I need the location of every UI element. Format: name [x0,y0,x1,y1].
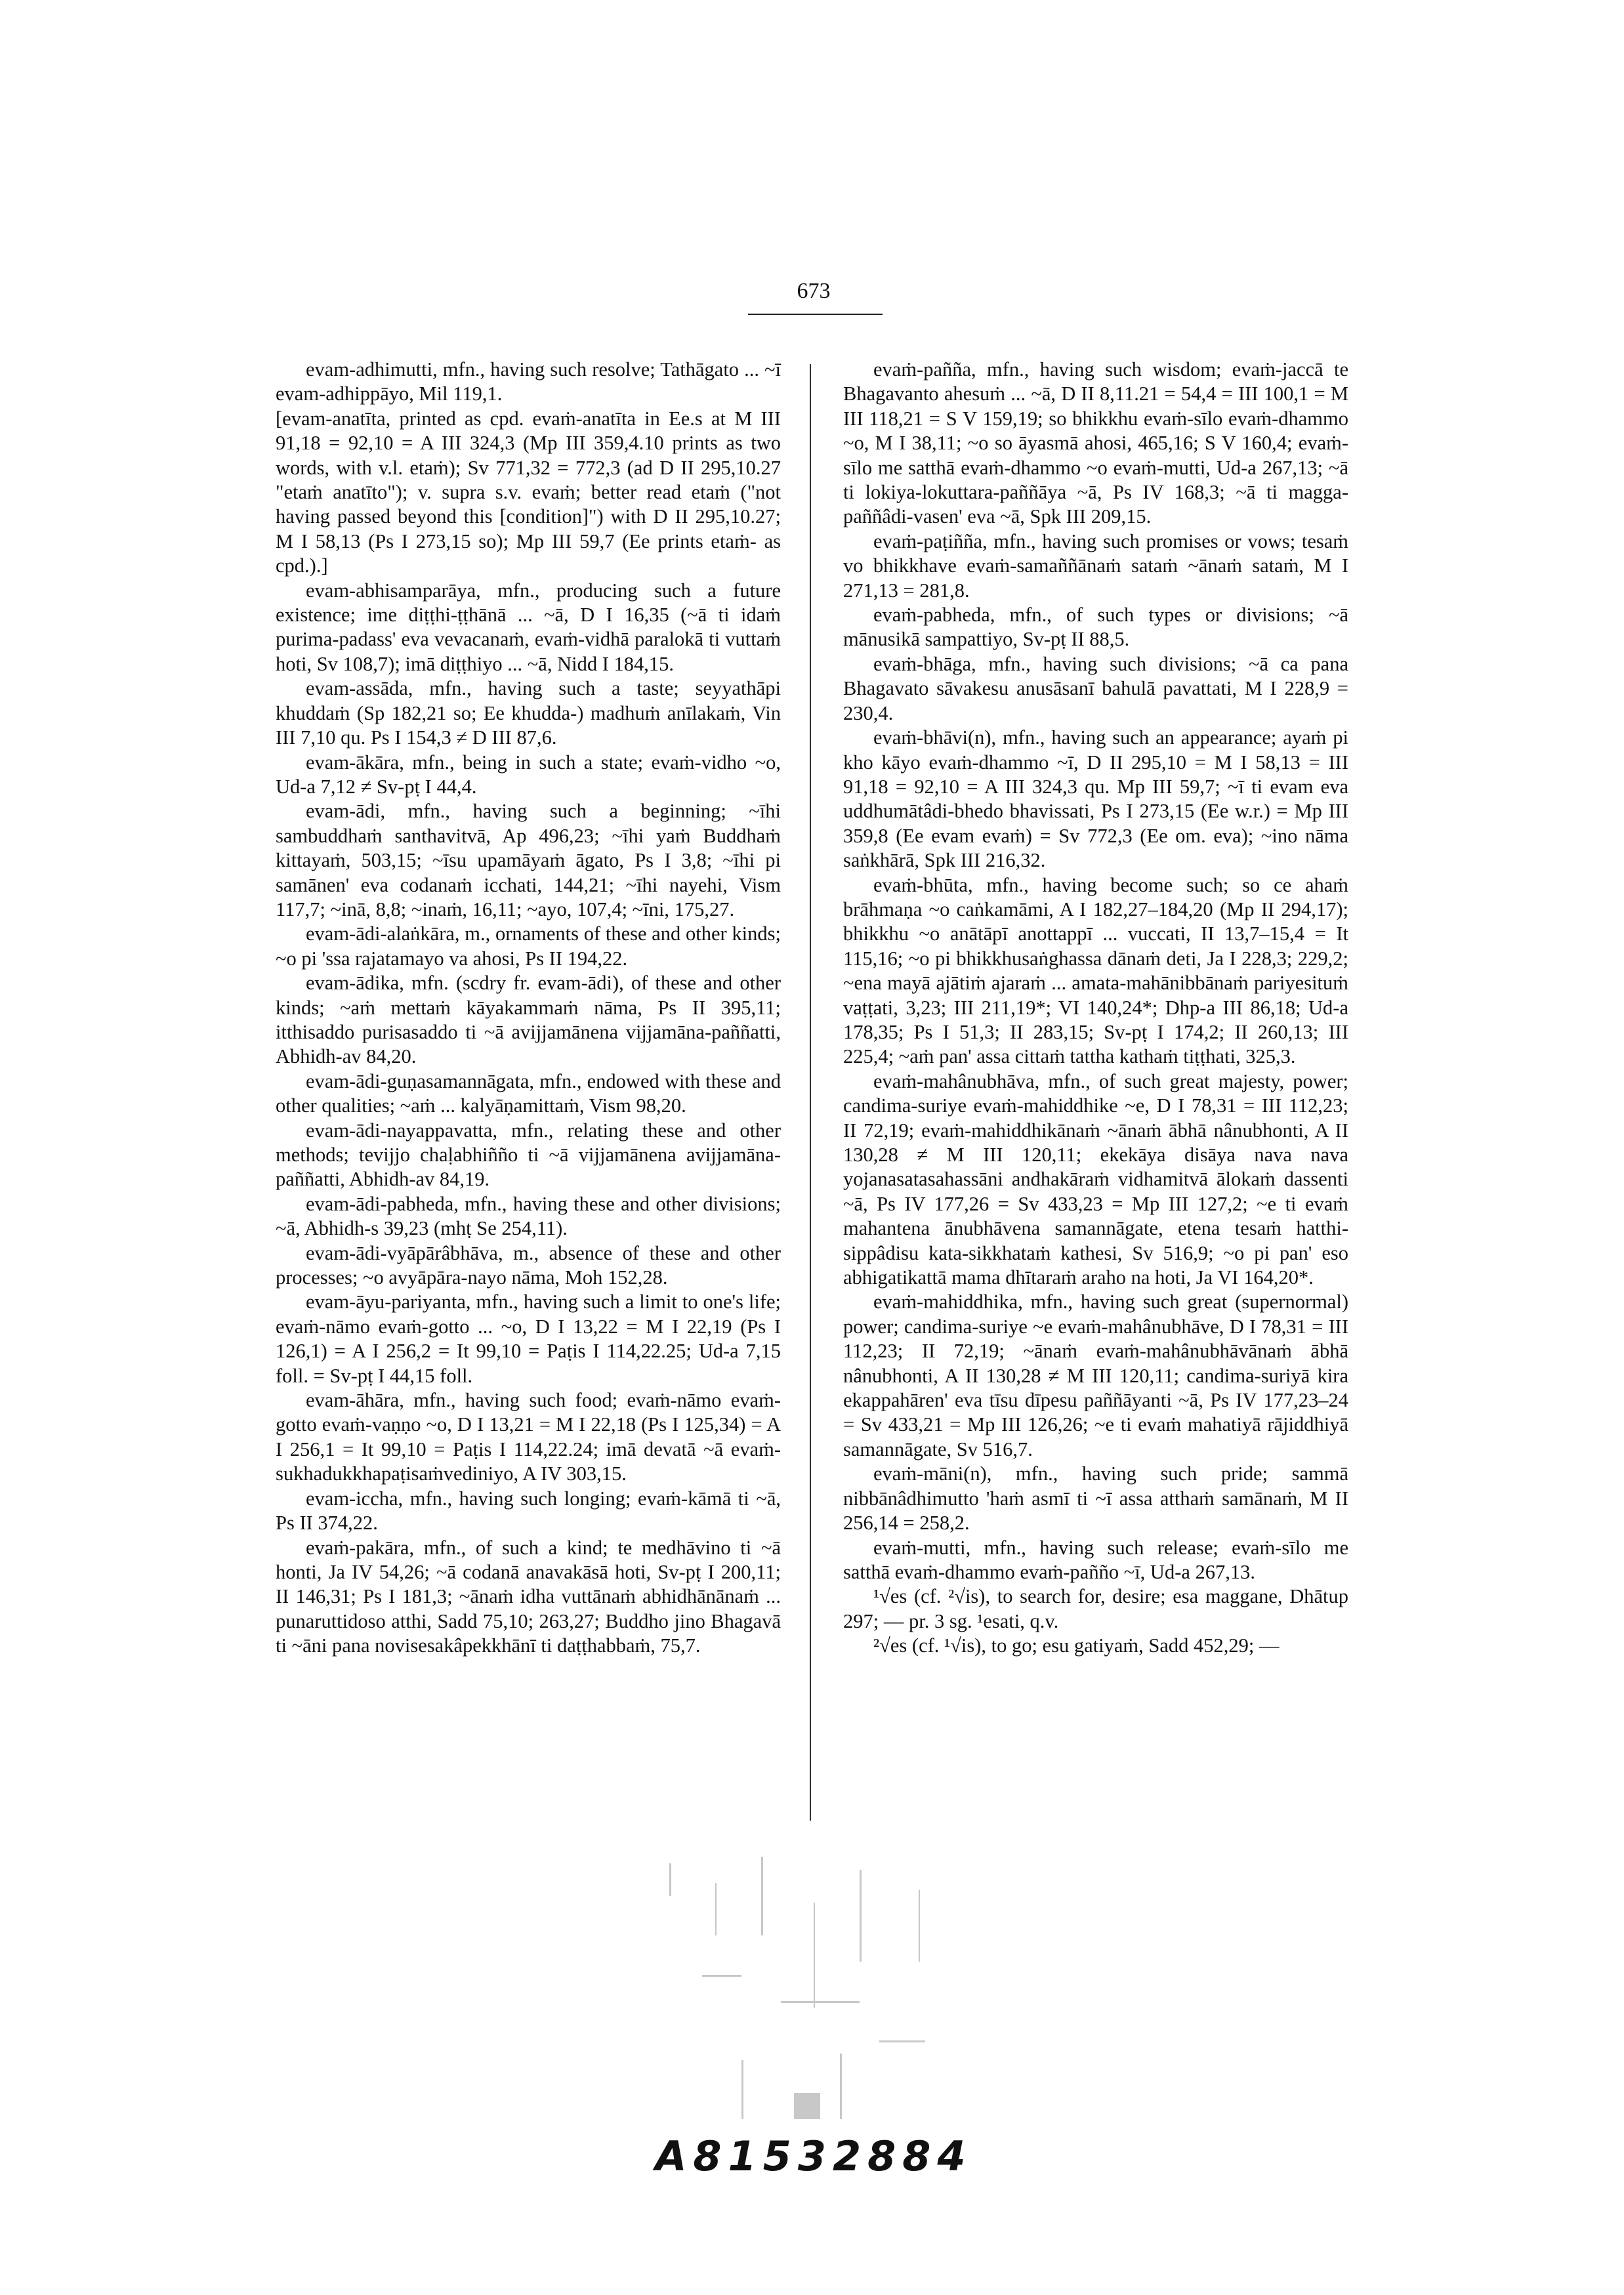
dictionary-entry: evam-iccha, mfn., having such longing; evaṁ-kāmā ti ~ā, Ps II 374,22. [276,1487,781,1535]
dictionary-entry: evam-ādi-alaṅkāra, m., ornaments of these and other kinds; ~o pi 'ssa rajatamayo va ahosi, Ps II 194,22. [276,922,781,970]
dictionary-entry: evam-ākāra, mfn., being in such a state; evaṁ-vidho ~o, Ud-a 7,12 ≠ Sv-pṭ I 44,4. [276,751,781,798]
dictionary-entry: evam-ādika, mfn. (scdry fr. evam-ādi), of these and other kinds; ~aṁ mettaṁ kāyakammaṁ nāma, Ps II 395,11; itthisaddo purisasaddo ti ~ā avijjamānena vijjamāna-paññatti, Abhidh-av 84,20. [276,972,781,1068]
dictionary-entry: evam-ādi-nayappavatta, mfn., relating these and other methods; tevijjo chaḷabhiñño ti ~ā vijjamānena avijjamāna-paññatti, Abhidh-av 84,19. [276,1119,781,1191]
dictionary-entry: evam-āhāra, mfn., having such food; evaṁ-nāmo evaṁ-gotto evaṁ-vaṇṇo ~o, D I 13,21 = M I 22,18 (Ps I 125,34) = A I 256,1 = It 99,10 = Paṭis I 114,22.24; imā devatā ~ā evaṁ-sukhadukkhapaṭisaṁvediniyo, A IV 303,15. [276,1389,781,1485]
dictionary-entry: evaṁ-bhāga, mfn., having such divisions; ~ā ca pana Bhagavato sāvakesu anusāsanī bahulā pavattati, M I 228,9 = 230,4. [843,652,1348,724]
dictionary-entry: evam-ādi, mfn., having such a beginning; ~īhi sambuddhaṁ santhavitvā, Ap 496,23; ~īhi yaṁ Buddhaṁ kittayaṁ, 503,15; ~īsu upamāyaṁ āgato, Ps I 3,8; ~īhi pi samānen' eva codanaṁ icchati, 144,21; ~īhi nayehi, Vism 117,7; ~inā, 8,8; ~inaṁ, 16,11; ~ayo, 107,4; ~īni, 175,27. [276,800,781,920]
dictionary-entry: evaṁ-pakāra, mfn., of such a kind; te medhāvino ti ~ā honti, Ja IV 54,26; ~ā codanā anavakāsā hoti, Sv-pṭ I 200,11; II 146,31; Ps I 181,3; ~ānaṁ idha vuttānaṁ abhidhānānaṁ ... punaruttidoso atthi, Sadd 75,10; 263,27; Buddho jino Bhagavā ti ~āni pana novisesakâpekkhānī ti daṭṭhabbaṁ, 75,7. [276,1536,781,1657]
page-number: 673 [797,279,831,303]
right-column [843,358,1348,1659]
dictionary-entry: evam-assāda, mfn., having such a taste; seyyathāpi khuddaṁ (Sp 182,21 so; Ee khudda-) madhuṁ anīlakaṁ, Vin III 7,10 qu. Ps I 154,3 ≠ D III 87,6. [276,677,781,749]
column-divider [810,364,811,1821]
dictionary-entry: evaṁ-pabheda, mfn., of such types or divisions; ~ā mānusikā sampattiyo, Sv-pṭ II 88,5. [843,604,1348,651]
dictionary-entry: evaṁ-pañña, mfn., having such wisdom; evaṁ-jaccā te Bhagavanto ahesuṁ ... ~ā, D II 8,11.21 = 54,4 = III 100,1 = M III 118,21 = S V 159,19; so bhikkhu evaṁ-sīlo evaṁ-dhammo ~o, M I 38,11; ~o so āyasmā ahosi, 465,16; S V 160,4; evaṁ-sīlo me satthā evaṁ-dhammo ~o evaṁ-mutti, Ud-a 267,13; ~ā ti lokiya-lokuttara-paññāya ~ā, Ps IV 168,3; ~ā ti magga-paññâdi-vasen' eva ~ā, Spk III 209,15. [843,358,1348,528]
dictionary-entry: evaṁ-bhūta, mfn., having become such; so ce ahaṁ brāhmaṇa ~o caṅkamāmi, A I 182,27–184,20 (Mp II 294,17); bhikkhu ~o anātāpī anottappī ... vuccati, II 13,7–15,4 = It 115,16; ~o pi bhikkhusaṅghassa dānaṁ deti, Ja I 228,3; 229,2; ~ena mayā ajātiṁ ajaraṁ ... amata-mahānibbānaṁ pariyesituṁ vaṭṭati, 3,23; III 211,19*; VI 140,24*; Dhp-a III 86,18; Ud-a 178,35; Ps I 51,3; II 283,15; Sv-pṭ I 174,2; II 260,13; III 225,4; ~aṁ pan' assa cittaṁ tattha kathaṁ tiṭṭhati, 325,3. [843,873,1348,1068]
dictionary-entry: evam-ādi-vyāpārâbhāva, m., absence of these and other processes; ~o avyāpāra-nayo nāma, Moh 152,28. [276,1241,781,1289]
dictionary-entry: evam-abhisamparāya, mfn., producing such a future existence; ime diṭṭhi-ṭṭhānā ... ~ā, D I 16,35 (~ā ti idaṁ purima-padass' eva vevacanaṁ, evaṁ-vidhā paralokā ti vuttaṁ hoti, Sv 108,7); imā diṭṭhiyo ... ~ā, Nidd I 184,15. [276,579,781,675]
page-number-rule [748,314,883,315]
dictionary-entry: evaṁ-māni(n), mfn., having such pride; sammā nibbānâdhimutto 'haṁ asmī ti ~ī assa atthaṁ samānaṁ, M II 256,14 = 258,2. [843,1462,1348,1535]
dictionary-entry: ¹√es (cf. ²√is), to search for, desire; esa maggane, Dhātup 297; — pr. 3 sg. ¹esati, q.v. [843,1585,1348,1632]
dictionary-entry: evam-ādi-guṇasamannāgata, mfn., endowed with these and other qualities; ~aṁ ... kalyāṇamittaṁ, Vism 98,20. [276,1069,781,1117]
dictionary-entry: [evam-anatīta, printed as cpd. evaṁ-anatīta in Ee.s at M III 91,18 = 92,10 = A III 324,3 (Mp III 359,4.10 prints as two words, with v.l. etaṁ); Sv 771,32 = 772,3 (ad D II 295,10.27 "etaṁ anatīto"); v. supra s.v. evaṁ; better read etaṁ ("not having passed beyond this [condition]") with D II 295,10.27; M I 58,13 (Ps I 273,15 so); Mp III 59,7 (Ee prints etaṁ- as cpd.).] [276,407,781,577]
dictionary-entry: evaṁ-paṭiñña, mfn., having such promises or vows; tesaṁ vo bhikkhave evaṁ-samaññānaṁ sataṁ ~ānaṁ sataṁ, M I 271,13 = 281,8. [843,529,1348,602]
dictionary-entry: evam-adhimutti, mfn., having such resolve; Tathāgato ... ~ī evam-adhippāyo, Mil 119,1. [276,358,781,405]
dictionary-entry: evaṁ-mahânubhāva, mfn., of such great majesty, power; candima-suriye evaṁ-mahiddhike ~e, D I 78,31 = III 112,23; II 72,19; evaṁ-mahiddhikānaṁ ~ānaṁ ābhā nânubhonti, A II 130,28 ≠ M III 120,11; ekekāya disāya nava nava yojanasatasahassāni andhakāraṁ vidhamitvā ālokaṁ dassenti ~ā, Ps IV 177,26 = Sv 433,23 = Mp III 127,2; ~e ti evaṁ mahantena ānubhāvena samannāgate, etena tesaṁ hatthi-sippâdisu kata-sikkhataṁ kathesi, Sv 516,9; ~o pi pan' eso abhigatikattā mama dhītaraṁ araho na hoti, Ja VI 164,20*. [843,1069,1348,1289]
dictionary-entry: ²√es (cf. ¹√is), to go; esu gatiyaṁ, Sadd 452,29; — [873,1634,1280,1657]
scan-speckle-mark [643,1844,984,2132]
left-column [276,358,781,1659]
dictionary-entry: evam-ādi-pabheda, mfn., having these and other divisions; ~ā, Abhidh-s 39,23 (mhṭ Se 254,11). [276,1192,781,1240]
barcode-number: A81532884 [655,2132,972,2180]
dictionary-entry: evam-āyu-pariyanta, mfn., having such a limit to one's life; evaṁ-nāmo evaṁ-gotto ... ~o, D I 13,22 = M I 22,19 (Ps I 126,1) = A I 256,2 = It 99,10 = Paṭis I 114,22.25; Ud-a 7,15 foll. = Sv-pṭ I 44,15 foll. [276,1291,781,1387]
dictionary-entry: evaṁ-bhāvi(n), mfn., having such an appearance; ayaṁ pi kho kāyo evaṁ-dhammo ~ī, D II 295,10 = M I 58,13 = III 91,18 = 92,10 = A III 324,3 qu. Mp III 59,7; ~ī ti evam eva uddhumātâdi-bhedo bhavissati, Ps I 273,15 (Ee w.r.) = Mp III 359,8 (Ee evam evaṁ) = Sv 772,3 (Ee om. eva); ~ino nāma saṅkhārā, Spk III 216,32. [843,726,1348,872]
dictionary-entry: evaṁ-mahiddhika, mfn., having such great (supernormal) power; candima-suriye ~e evaṁ-mahânubhāve, D I 78,31 = III 112,23; II 72,19; ~ānaṁ evaṁ-mahânubhāvānaṁ ābhā nânubhonti, A II 130,28 ≠ M III 120,11; candima-suriyā kira ekappahāren' eva tīsu dīpesu paññāyanti ~ā, Ps IV 177,23–24 = Sv 433,21 = Mp III 126,26; ~e ti evaṁ mahatiyā rājiddhiyā samannāgate, Sv 516,7. [843,1291,1348,1460]
dictionary-entry: evaṁ-mutti, mfn., having such release; evaṁ-sīlo me satthā evaṁ-dhammo evaṁ-pañño ~ī, Ud-a 267,13. [843,1536,1348,1583]
